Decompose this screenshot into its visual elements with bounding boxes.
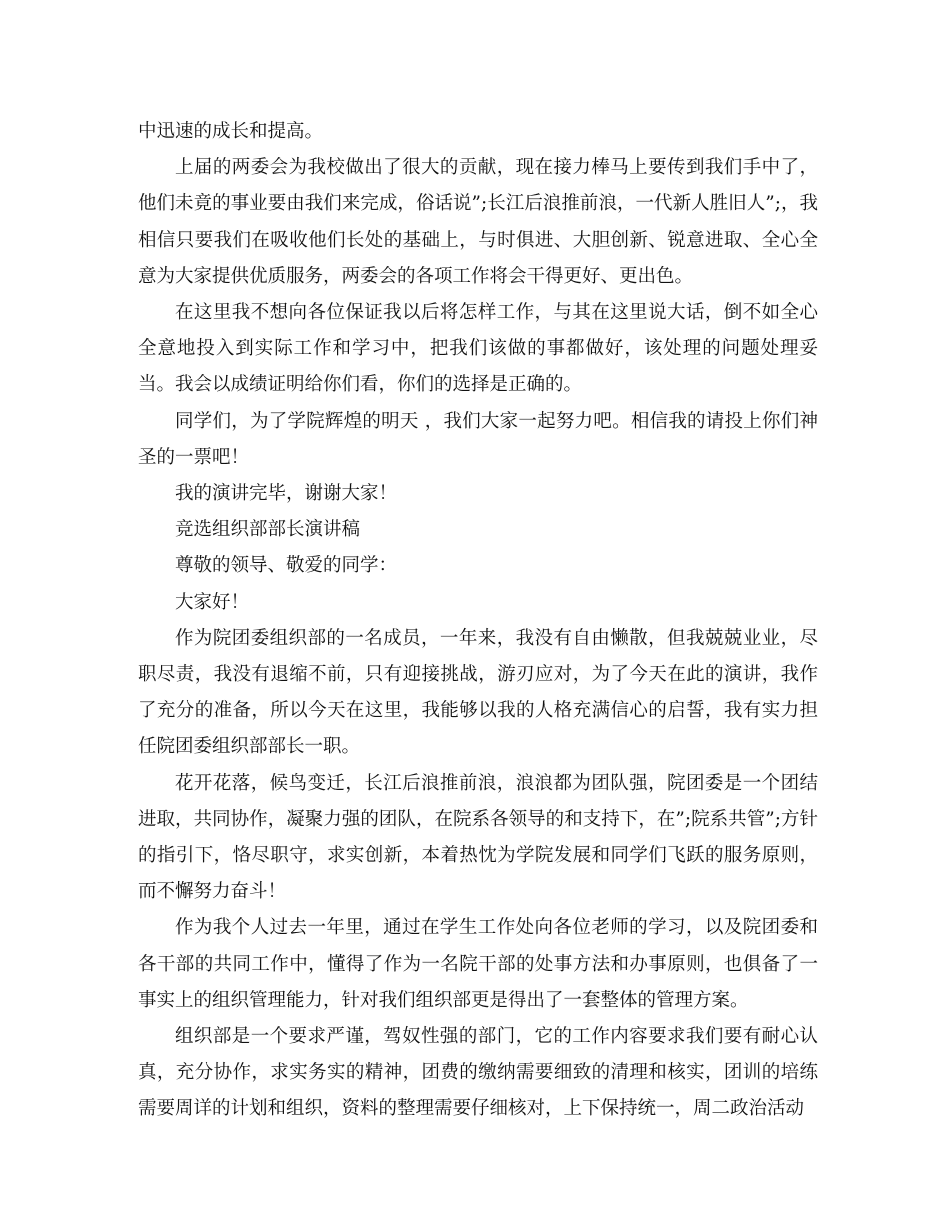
paragraph-11: 作为我个人过去一年里，通过在学生工作处向各位老师的学习，以及院团委和各干部的共同工作中，懂得了作为一名院干部的处事方法和办事原则，也俱备了一事实上的组织管理能力，针对我们组织部更是得出了一套整体的管理方案。 xyxy=(138,917,818,1011)
paragraph-12: 组织部是一个要求严谨，驾奴性强的部门，它的工作内容要求我们要有耐心认真，充分协作，求实务实的精神，团费的缴纳需要细致的清理和核实，团训的培练需要周详的计划和组织，资料的整理需要仔细核对，上下保持统一，周二政治活动 xyxy=(138,1026,818,1120)
paragraph-4: 同学们，为了学院辉煌的明天 ，我们大家一起努力吧。相信我的请投上你们神圣的一票吧！ xyxy=(138,410,818,468)
salutation: 尊敬的领导、敬爱的同学： xyxy=(175,555,398,577)
paragraph-10: 花开花落，候鸟变迁，长江后浪推前浪，浪浪都为团队强，院团委是一个团结进取，共同协作，凝聚力强的团队，在院系各领导的和支持下，在”;院系共管”;方针的指引下，恪尽职守，求实创新，本着热忱为学院发展和同学们飞跃的服务原则，而不懈努力奋斗！ xyxy=(138,772,818,903)
document-body xyxy=(138,114,818,1128)
paragraph-3: 在这里我不想向各位保证我以后将怎样工作，与其在这里说大话，倒不如全心全意地投入到实际工作和学习中，把我们该做的事都做好，该处理的问题处理妥当。我会以成绩证明给你们看，你们的选择是正确的。 xyxy=(138,302,818,396)
paragraph-2: 上届的两委会为我校做出了很大的贡献，现在接力棒马上要传到我们手中了，他们未竟的事业要由我们来完成，俗话说”;长江后浪推前浪，一代新人胜旧人”;，我相信只要我们在吸收他们长处的基础上，与时俱进、大胆创新、锐意进取、全心全意为大家提供优质服务，两委会的各项工作将会干得更好、更出色。 xyxy=(138,157,818,287)
greeting: 大家好！ xyxy=(175,591,250,613)
paragraph-5: 我的演讲完毕，谢谢大家！ xyxy=(175,483,398,505)
paragraph-9: 作为院团委组织部的一名成员，一年来，我没有自由懒散，但我兢兢业业，尽职尽责，我没有退缩不前，只有迎接挑战，游刃应对，为了今天在此的演讲，我作了充分的准备，所以今天在这里，我能够以我的人格充满信心的启誓，我有实力担任院团委组织部部长一职。 xyxy=(138,627,818,758)
paragraph-1: 中迅速的成长和提高。 xyxy=(138,121,324,142)
section-title: 竞选组织部部长演讲稿 xyxy=(175,519,361,541)
